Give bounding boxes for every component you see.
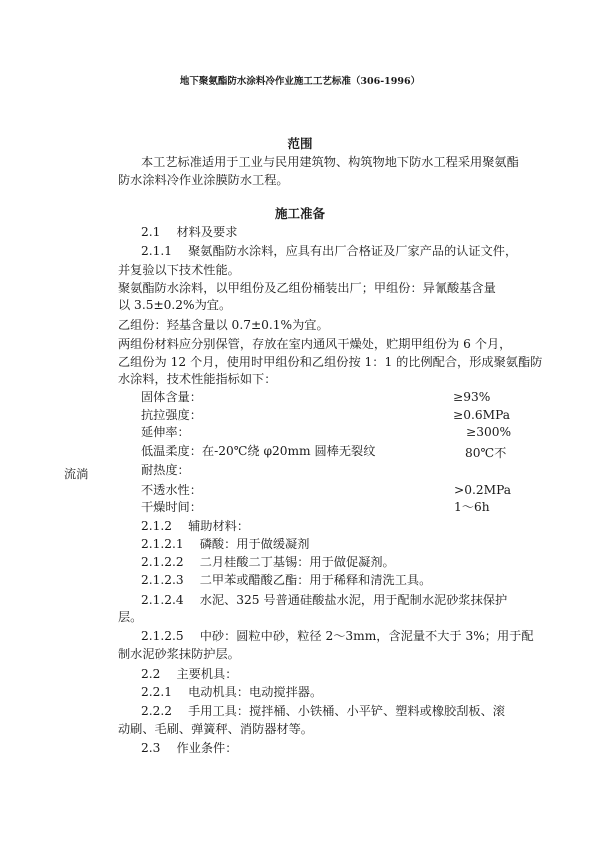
- section-2-3: 2.3 作业条件：: [141, 741, 238, 755]
- packaging-text-cont: 以 3.5±0.2%为宜。: [118, 298, 232, 312]
- packaging-text: 聚氨酯防水涂料，以甲组份及乙组份桶装出厂；甲组份：异氰酸基含量: [118, 281, 496, 295]
- spec-heat-value: 80℃不: [465, 446, 507, 460]
- section-2-2-1: 2.2.1 电动机具：电动搅拌器。: [141, 685, 323, 699]
- section-2-2: 2.2 主要机具：: [141, 667, 238, 681]
- section-2-1-2-5: 2.1.2.5 中砂：圆粒中砂，粒径 2～3mm，含泥量不大于 3%；用于配: [141, 629, 534, 643]
- section-2-1-2-4: 2.1.2.4 水泥、325 号普通硅酸盐水泥，用于配制水泥砂浆抹保护: [141, 593, 508, 607]
- spec-dry-time-label: 干燥时间：: [141, 500, 202, 514]
- storage-text-cont: 水涂料，技术性能指标如下：: [118, 372, 277, 386]
- section-2-1-2-4-cont: 层。: [118, 610, 143, 624]
- spec-elongation-label: 延伸率：: [141, 425, 190, 439]
- spec-elongation-value: ≥300%: [466, 425, 512, 439]
- prep-heading: 施工准备: [274, 206, 325, 221]
- section-2-1-1: 2.1.1 聚氨酯防水涂料，应具有出厂合格证及厂家产品的认证文件，: [141, 244, 518, 258]
- spec-solid-value: ≥93%: [453, 390, 491, 404]
- section-2-1-2-3: 2.1.2.3 二甲苯或醋酸乙酯：用于稀释和清洗工具。: [141, 573, 432, 587]
- document-title: 地下聚氨酯防水涂料冷作业施工工艺标准（306-1996）: [179, 76, 421, 87]
- spec-solid-label: 固体含量：: [141, 390, 202, 404]
- spec-heat-cont: 流淌: [64, 467, 89, 481]
- spec-tensile-value: ≥0.6MPa: [453, 408, 510, 422]
- section-2-2-2: 2.2.2 手用工具：搅拌桶、小铁桶、小平铲、塑料或橡胶刮板、滚: [141, 704, 505, 718]
- spec-tensile-label: 抗拉强度：: [141, 408, 202, 422]
- component-b-text: 乙组份：羟基含量以 0.7±0.1%为宜。: [118, 318, 329, 332]
- section-2-2-2-cont: 动刷、毛刷、弹簧秤、消防器材等。: [118, 722, 313, 736]
- spec-impermeability-value: >0.2MPa: [454, 483, 511, 497]
- storage-text-cont: 乙组份为 12 个月，使用时甲组份和乙组份按 1：1 的比例配合，形成聚氨酯防: [118, 355, 543, 369]
- section-2-1-2-5-cont: 制水泥砂浆抹防护层。: [118, 647, 240, 661]
- spec-heat-label: 耐热度：: [141, 463, 190, 477]
- section-2-1-2: 2.1.2 辅助材料：: [141, 519, 250, 533]
- scope-paragraph-line: 防水涂料冷作业涂膜防水工程。: [118, 173, 289, 187]
- storage-text: 两组份材料应分别保管，存放在室内通风干燥处，贮期甲组份为 6 个月，: [118, 337, 512, 351]
- spec-dry-time-value: 1～6h: [454, 500, 490, 514]
- section-2-1-2-1: 2.1.2.1 磷酸：用于做缓凝剂: [141, 537, 310, 551]
- spec-impermeability-label: 不透水性：: [141, 483, 202, 497]
- scope-heading: 范围: [287, 136, 313, 151]
- section-2-1: 2.1 材料及要求: [141, 225, 238, 239]
- section-2-1-1-cont: 并复验以下技术性能。: [118, 263, 240, 277]
- scope-paragraph-line: 本工艺标准适用于工业与民用建筑物、构筑物地下防水工程采用聚氨酯: [141, 155, 519, 169]
- section-2-1-2-2: 2.1.2.2 二月桂酸二丁基锡：用于做促凝剂。: [141, 555, 395, 569]
- spec-low-temp: 低温柔度：在-20℃绕 φ20mm 圆棒无裂纹: [141, 444, 376, 458]
